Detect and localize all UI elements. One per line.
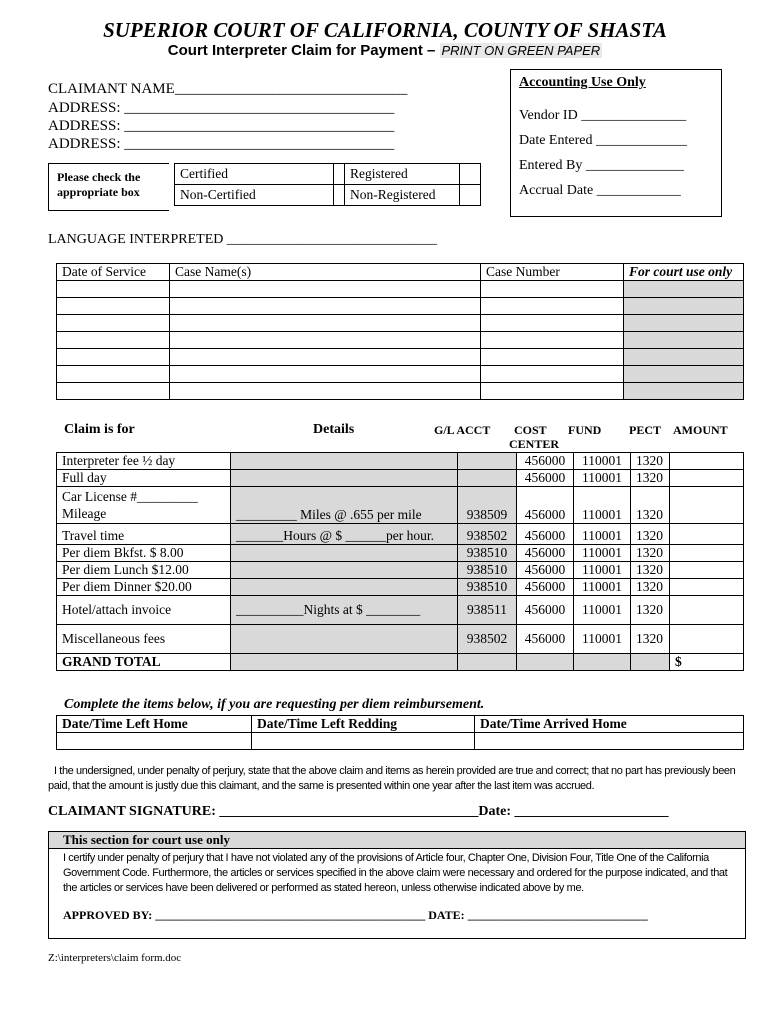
claim-row: Interpreter fee ½ day 456000 110001 1320 bbox=[57, 453, 744, 470]
certified-label: Certified bbox=[175, 164, 334, 185]
claimant-signature-line[interactable]: CLAIMANT SIGNATURE: _____________________________________Date: ______________________ bbox=[48, 804, 669, 819]
fund-header: FUND bbox=[568, 423, 602, 437]
claimant-name-line[interactable]: CLAIMANT NAME_______________________________ bbox=[48, 81, 408, 97]
registered-checkbox[interactable] bbox=[460, 164, 481, 185]
amount-header: AMOUNT bbox=[673, 423, 728, 437]
address-line-3[interactable]: ADDRESS: ____________________________________ bbox=[48, 136, 395, 152]
claim-row: Hotel/attach invoice __________Nights at $ ________ 938511 456000 110001 1320 bbox=[57, 596, 744, 625]
service-row bbox=[57, 315, 744, 332]
court-use-title: This section for court use only bbox=[49, 832, 745, 849]
claim-row: Per diem Lunch $12.00 938510 456000 110001 1320 bbox=[57, 562, 744, 579]
amount-cell[interactable] bbox=[670, 562, 744, 579]
claim-table bbox=[56, 452, 744, 671]
amount-cell[interactable] bbox=[670, 470, 744, 487]
left-redding-header: Date/Time Left Redding bbox=[252, 716, 475, 733]
left-redding-input[interactable] bbox=[252, 733, 475, 750]
claim-row: Car License #_________ Mileage _________ Miles @ .655 per mile 938509 456000 110001 1320 bbox=[57, 487, 744, 524]
vendor-id-field: Vendor ID _______________ bbox=[519, 108, 687, 123]
header-case-number: Case Number bbox=[481, 264, 624, 281]
claim-is-for-header: Claim is for bbox=[64, 422, 135, 437]
approved-by-line[interactable]: APPROVED BY: _____________________________________________ DATE: ______________________________ bbox=[63, 908, 648, 922]
entered-by-field: Entered By ______________ bbox=[519, 158, 684, 173]
gl-acct-header: G/L ACCT bbox=[434, 423, 491, 437]
form-title: SUPERIOR COURT OF CALIFORNIA, COUNTY OF SHASTA bbox=[103, 18, 667, 42]
non-certified-label: Non-Certified bbox=[175, 185, 334, 206]
grand-total-label: GRAND TOTAL bbox=[57, 654, 231, 671]
footer-file-path: Z:\interpreters\claim form.doc bbox=[48, 952, 182, 964]
amount-cell[interactable] bbox=[670, 596, 744, 625]
accounting-box bbox=[510, 69, 722, 217]
amount-cell[interactable] bbox=[670, 487, 744, 524]
service-row bbox=[57, 281, 744, 298]
subtitle-text: Court Interpreter Claim for Payment – bbox=[167, 42, 436, 59]
amount-cell[interactable] bbox=[670, 625, 744, 654]
language-field[interactable]: LANGUAGE INTERPRETED ______________________________ bbox=[48, 232, 437, 247]
non-registered-checkbox[interactable] bbox=[460, 185, 481, 206]
pect-header: PECT bbox=[629, 423, 662, 437]
non-registered-label: Non-Registered bbox=[345, 185, 460, 206]
grand-total-amount[interactable]: $ bbox=[670, 654, 744, 671]
court-use-box bbox=[48, 831, 746, 939]
declaration-text: I the undersigned, under penalty of perjury, state that the above claim and items as herein provided are true and correct; that no part has previously been paid, that the amount is justly due this claimant, and the same is presented within one year after the last item was accrued. bbox=[48, 765, 736, 792]
claim-row: Miscellaneous fees 938502 456000 110001 1320 bbox=[57, 625, 744, 654]
cost-header: COST bbox=[514, 423, 547, 437]
perdiem-instruction: Complete the items below, if you are requesting per diem reimbursement. bbox=[64, 697, 485, 712]
amount-cell[interactable] bbox=[670, 453, 744, 470]
amount-cell[interactable] bbox=[670, 545, 744, 562]
arrived-home-input[interactable] bbox=[475, 733, 744, 750]
status-instruction-box bbox=[48, 163, 169, 211]
non-certified-checkbox[interactable] bbox=[334, 185, 345, 206]
form-subtitle bbox=[0, 42, 770, 59]
amount-cell[interactable] bbox=[670, 579, 744, 596]
address-line-1[interactable]: ADDRESS: ____________________________________ bbox=[48, 100, 395, 116]
accrual-date-field: Accrual Date ____________ bbox=[519, 183, 681, 198]
left-home-input[interactable] bbox=[57, 733, 252, 750]
address-line-2[interactable]: ADDRESS: ____________________________________ bbox=[48, 118, 395, 134]
court-use-text: I certify under penalty of perjury that I have not violated any of the provisions of Article four, Chapter One, Division Four, Title One of the California Government Code. Furthermore, the articles or services specified in the above claim were necessary and ordered for the purpose indicated, and that the articles or services have been delivered or performed as stated hereon, unless otherwise indicated above by me. bbox=[63, 852, 728, 894]
perdiem-table bbox=[56, 715, 744, 750]
claim-row: Full day 456000 110001 1320 bbox=[57, 470, 744, 487]
details-header: Details bbox=[313, 422, 355, 437]
registered-label: Registered bbox=[345, 164, 460, 185]
certified-checkbox[interactable] bbox=[334, 164, 345, 185]
paper-note: PRINT ON GREEN PAPER bbox=[441, 43, 601, 58]
grand-total-row bbox=[57, 654, 744, 671]
service-row bbox=[57, 332, 744, 349]
service-row bbox=[57, 298, 744, 315]
accounting-title: Accounting Use Only bbox=[519, 75, 646, 90]
service-row bbox=[57, 349, 744, 366]
header-court-use: For court use only bbox=[624, 264, 744, 281]
header-case-names: Case Name(s) bbox=[170, 264, 481, 281]
claim-row: Per diem Bkfst. $ 8.00 938510 456000 110001 1320 bbox=[57, 545, 744, 562]
service-row bbox=[57, 366, 744, 383]
center-header: CENTER bbox=[509, 437, 560, 451]
amount-cell[interactable] bbox=[670, 524, 744, 545]
claim-row: Travel time _______Hours @ $ ______per hour. 938502 456000 110001 1320 bbox=[57, 524, 744, 545]
left-home-header: Date/Time Left Home bbox=[57, 716, 252, 733]
service-table bbox=[56, 263, 744, 400]
service-row bbox=[57, 383, 744, 400]
status-instruction: Please check the appropriate box bbox=[57, 170, 141, 199]
claim-row: Per diem Dinner $20.00 938510 456000 110001 1320 bbox=[57, 579, 744, 596]
status-grid bbox=[174, 163, 481, 206]
date-entered-field: Date Entered _____________ bbox=[519, 133, 687, 148]
header-date-of-service: Date of Service bbox=[57, 264, 170, 281]
arrived-home-header: Date/Time Arrived Home bbox=[475, 716, 744, 733]
